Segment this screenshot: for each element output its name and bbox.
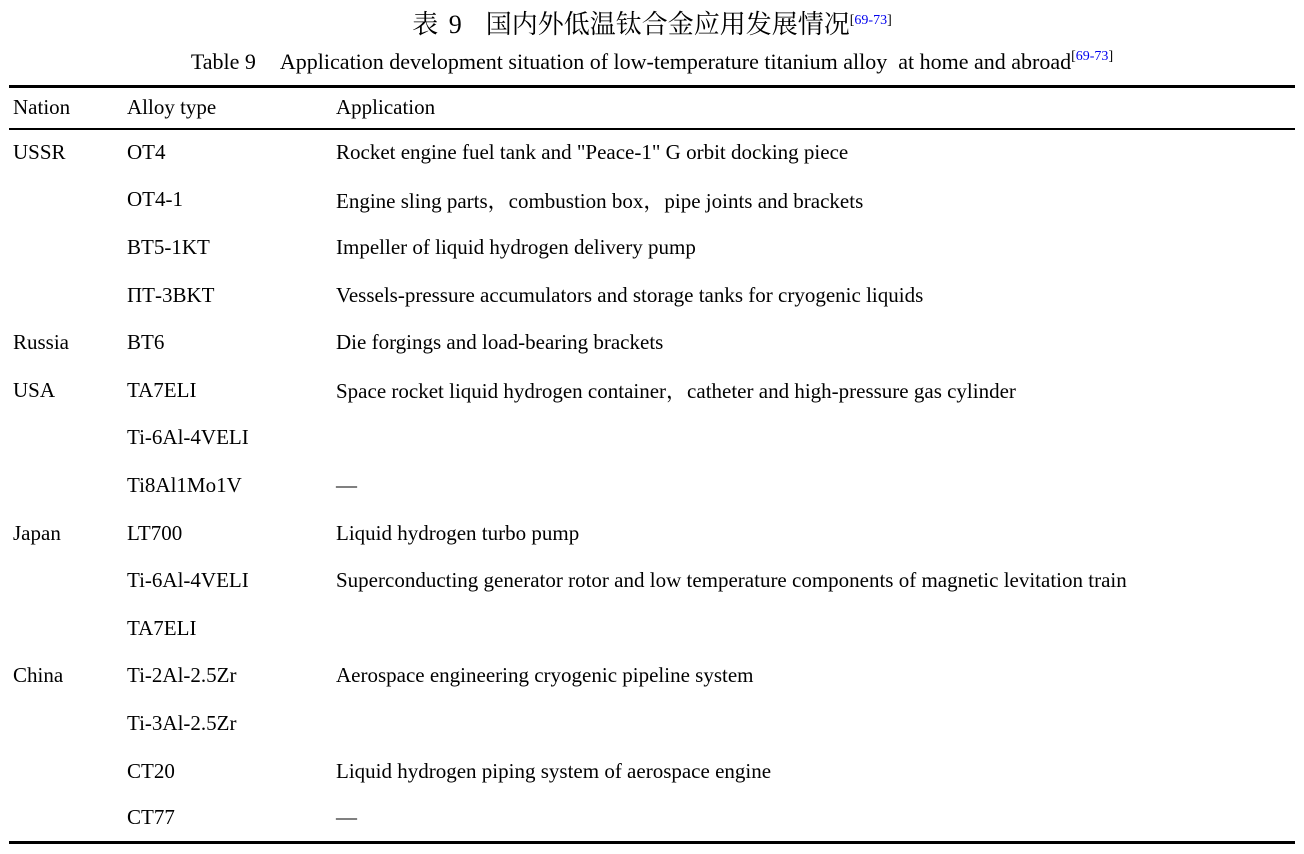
nation-cell: Japan [13, 520, 61, 545]
table-row [9, 176, 1295, 224]
table-row [9, 604, 1295, 652]
application-cell: Space rocket liquid hydrogen container，catheter and high-pressure gas cylinder [336, 379, 1016, 404]
alloy-cell: Ti-6Al-4VELI [127, 425, 249, 450]
citation-numbers: 69-73 [854, 13, 888, 28]
application-cell: Impeller of liquid hydrogen delivery pump [336, 234, 696, 259]
table-row [9, 557, 1295, 605]
alloy-cell: Ti-3Al-2.5Zr [127, 710, 237, 735]
table-row [9, 700, 1295, 748]
nation-cell [9, 271, 127, 319]
application-cell [336, 700, 1295, 748]
alloy-cell: BT5-1KT [127, 234, 210, 259]
alloy-cell: CT20 [127, 758, 175, 783]
header-row [9, 87, 1295, 129]
nation-cell: USA [13, 377, 56, 402]
table-row [9, 129, 1295, 177]
application-cell: Aerospace engineering cryogenic pipeline system [336, 663, 754, 688]
citation-bracket-close: ] [1108, 49, 1114, 64]
application-cell: — [336, 472, 357, 497]
alloy-cell: OT4 [127, 140, 166, 165]
application-cell [336, 604, 1295, 652]
nation-cell [9, 557, 127, 605]
application-cell: Superconducting generator rotor and low temperature components of magnetic levitation train [336, 568, 1127, 593]
application-cell: Liquid hydrogen piping system of aerospace engine [336, 758, 772, 783]
alloy-cell: ПТ-3BKT [127, 282, 215, 307]
column-header-application: Application [336, 87, 1295, 129]
alloy-cell: LT700 [127, 520, 183, 545]
application-cell [336, 414, 1295, 462]
alloy-cell: BT6 [127, 330, 165, 355]
table-row [9, 414, 1295, 462]
nation-cell [9, 176, 127, 224]
nation-cell [9, 414, 127, 462]
nation-cell: China [13, 663, 64, 688]
nation-cell [9, 604, 127, 652]
alloy-cell: OT4-1 [127, 187, 183, 212]
citation-ref-chinese[interactable] [850, 13, 892, 28]
application-cell: Vessels-pressure accumulators and storage tanks for cryogenic liquids [336, 282, 924, 307]
table-row [9, 271, 1295, 319]
nation-cell [9, 747, 127, 795]
table-number-chinese: 表 9 [412, 10, 464, 39]
application-table [9, 85, 1295, 844]
application-cell: Engine sling parts，combustion box，pipe joints and brackets [336, 188, 864, 213]
table-row [9, 366, 1295, 414]
table-row [9, 652, 1295, 700]
table-title-chinese-text: 国内外低温钛合金应用发展情况 [485, 10, 850, 39]
table-number-english: Table 9 [190, 49, 256, 74]
alloy-cell: Ti8Al1Mo1V [127, 472, 242, 497]
nation-cell [9, 795, 127, 843]
alloy-cell: CT77 [127, 805, 175, 830]
table-row [9, 509, 1295, 557]
alloy-cell: Ti-2Al-2.5Zr [127, 663, 237, 688]
column-header-alloy-type: Alloy type [127, 87, 336, 129]
nation-cell [9, 462, 127, 510]
citation-bracket-open: [ [1071, 49, 1076, 64]
alloy-cell: TA7ELI [127, 377, 197, 402]
application-cell: — [336, 805, 357, 830]
application-cell: Die forgings and load-bearing brackets [336, 330, 664, 355]
table-row [9, 462, 1295, 510]
citation-bracket-close: ] [887, 13, 892, 28]
nation-cell: USSR [13, 140, 66, 165]
table-row [9, 319, 1295, 367]
citation-ref-english[interactable] [1071, 49, 1113, 64]
table-row [9, 795, 1295, 843]
citation-bracket-open: [ [849, 13, 855, 28]
table-row [9, 224, 1295, 272]
nation-cell: Russia [13, 330, 70, 355]
table-row [9, 747, 1295, 795]
column-header-nation: Nation [9, 87, 127, 129]
nation-cell [9, 700, 127, 748]
nation-cell [9, 224, 127, 272]
table-title-english [0, 47, 1304, 77]
citation-numbers: 69-73 [1075, 49, 1109, 64]
table-title-chinese [0, 0, 1304, 40]
application-cell: Rocket engine fuel tank and "Peace-1" G orbit docking piece [336, 140, 849, 165]
application-cell: Liquid hydrogen turbo pump [336, 520, 580, 545]
alloy-cell: Ti-6Al-4VELI [127, 568, 249, 593]
table-title-english-text: Application development situation of low-temperature titanium alloy at home and abroad [279, 49, 1072, 74]
alloy-cell: TA7ELI [127, 615, 197, 640]
